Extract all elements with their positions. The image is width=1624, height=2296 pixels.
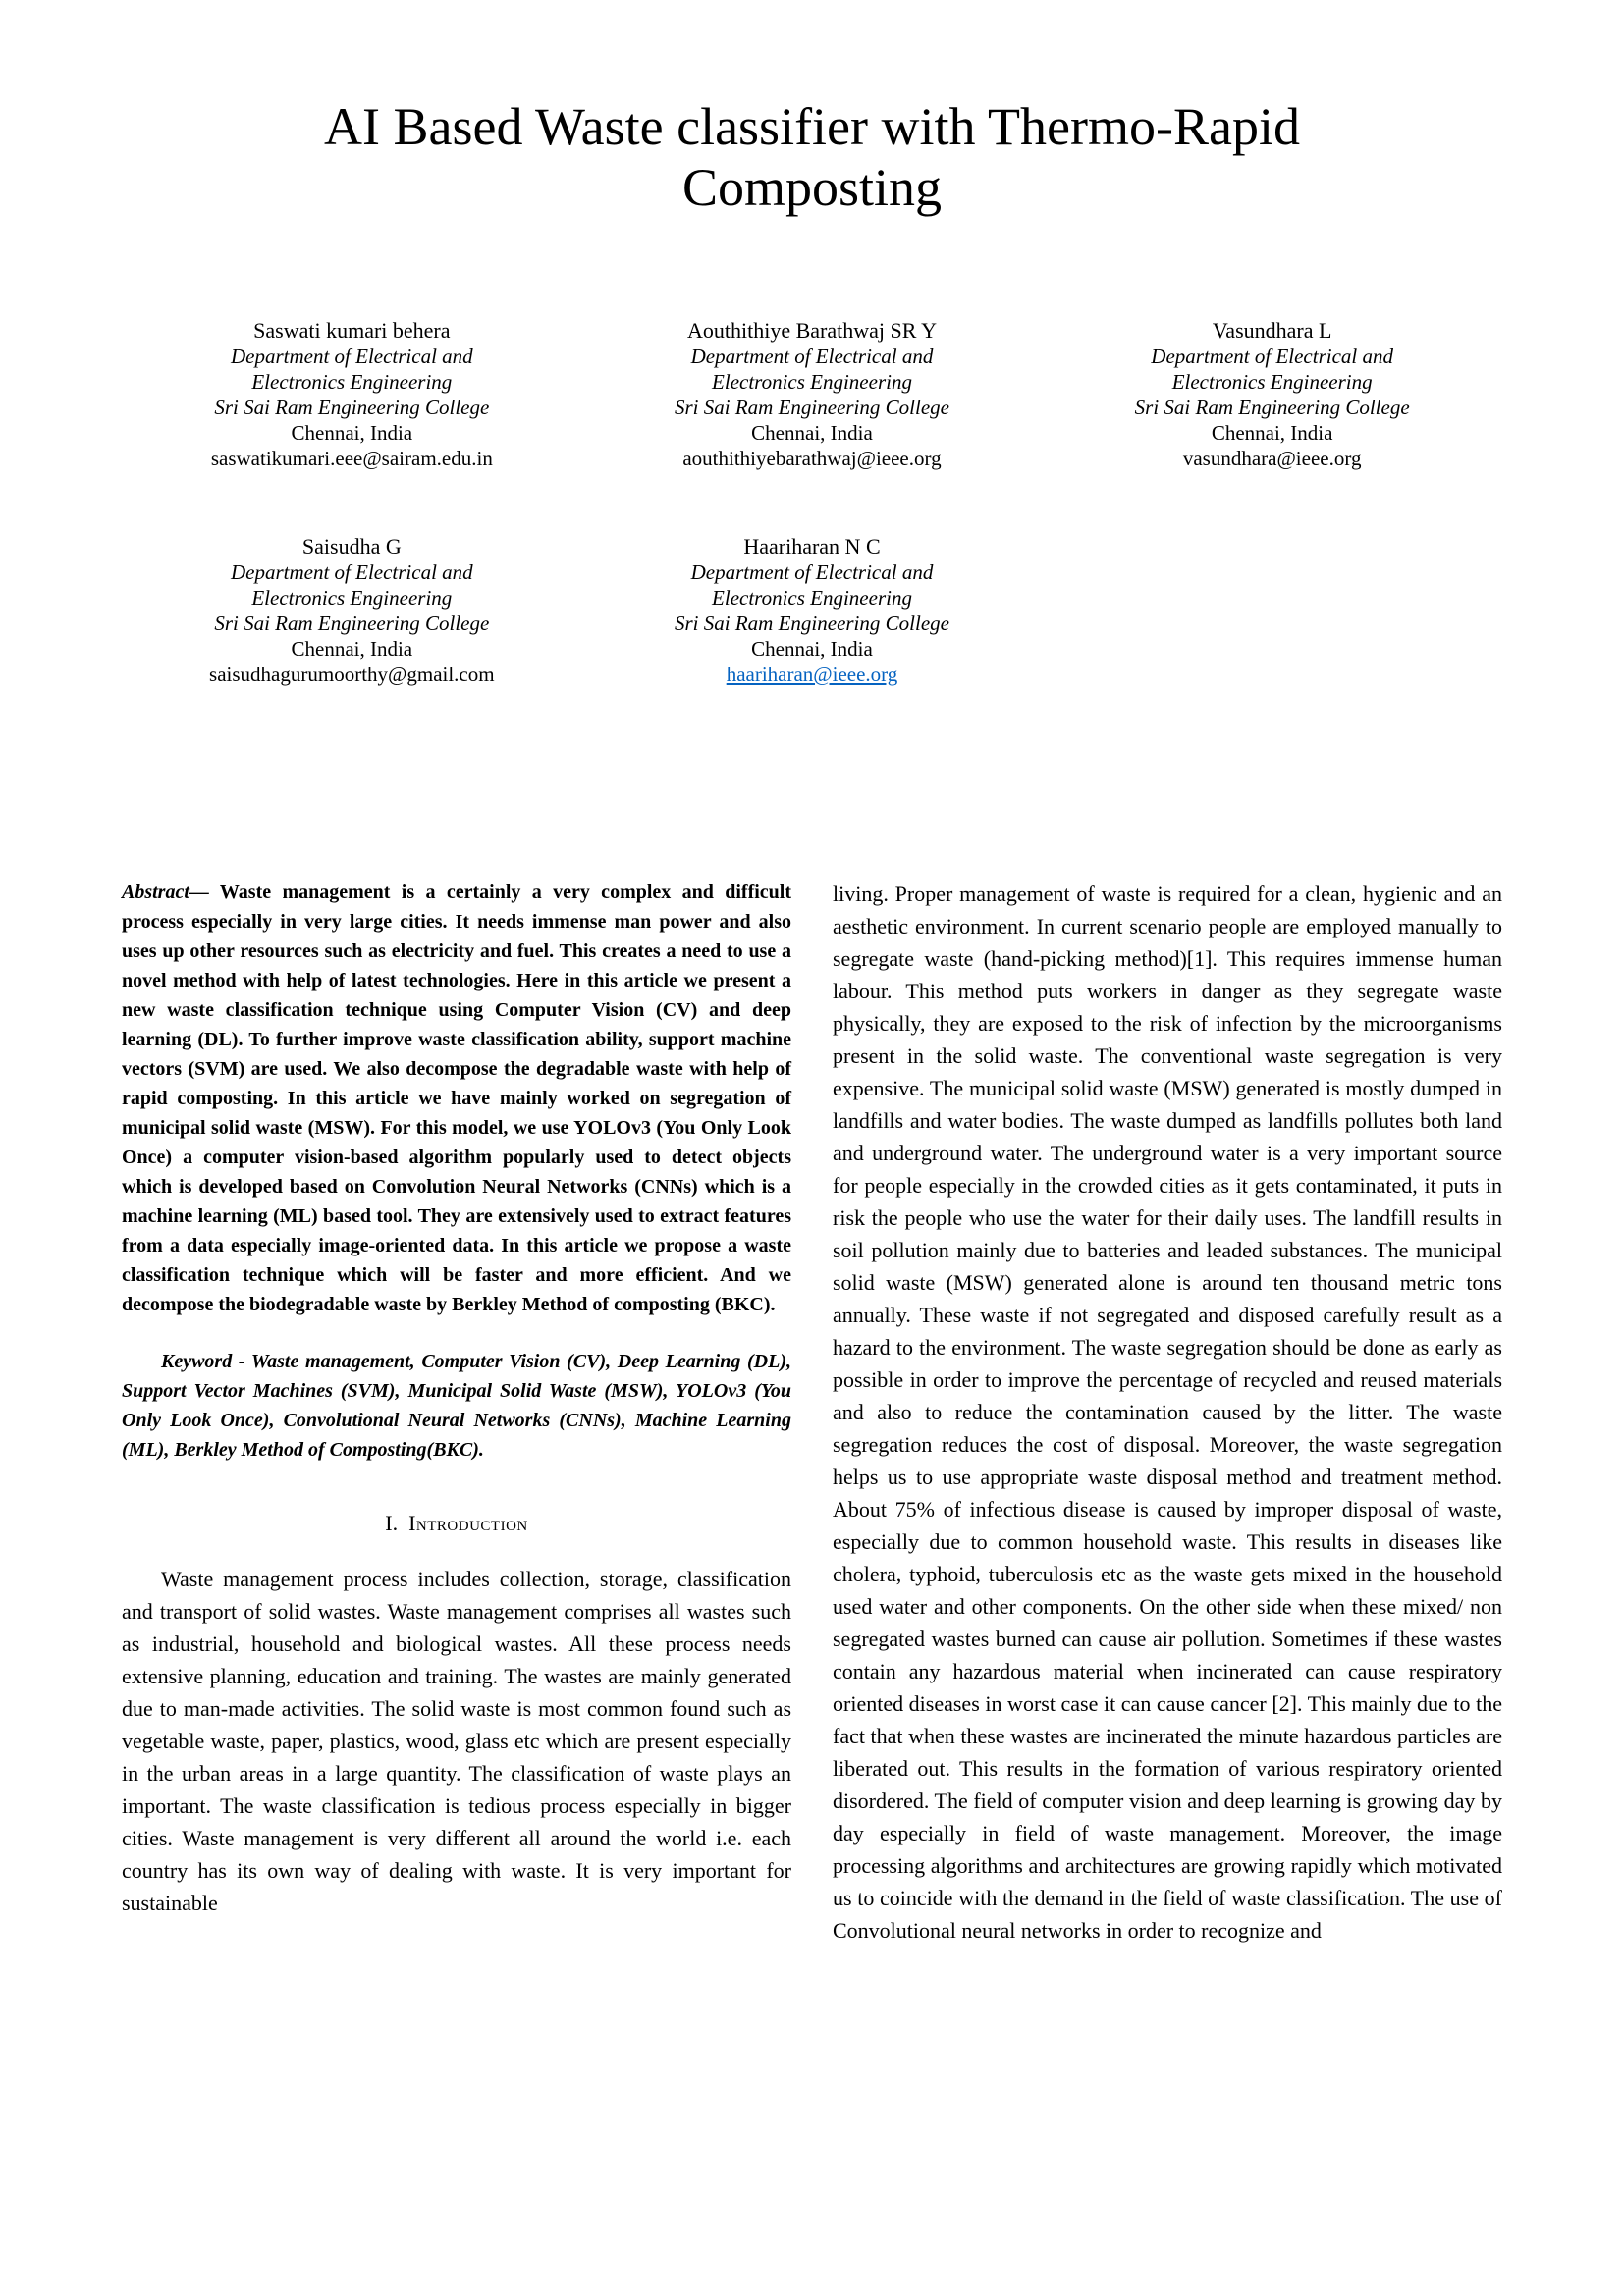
author-college: Sri Sai Ram Engineering College <box>214 612 490 635</box>
abstract-text: Waste management is a certainly a very complex and difficult process especially in very large cities. It needs immense man power and also uses up other resources such as electricity and fuel. This creates a need to use a novel method with help of latest technologies. Here in this article we present a new waste classification technique using Computer Vision (CV) and deep learning (DL). To further improve waste classification ability, support machine vectors (SVM) are used. We also decompose the degradable waste with help of rapid composting. In this article we have mainly worked on segregation of municipal solid waste (MSW). For this model, we use YOLOv3 (You Only Look Once) a computer vision-based algorithm popularly used to detect objects which is developed based on Convolution Neural Networks (CNNs) which is a machine learning (ML) based tool. They are extensively used to extract features from a data especially image-oriented data. In this article we propose a waste classification technique which will be faster and more efficient. And we decompose the biodegradable waste by Berkley Method of composting (BKC). <box>122 881 792 1315</box>
author-city: Chennai, India <box>751 421 873 445</box>
section-title: Introduction <box>408 1511 528 1535</box>
keywords: Keyword - Waste management, Computer Vision (CV), Deep Learning (DL), Support Vector Machines (SVM), Municipal Solid Waste (MSW), YOLOv3 (You Only Look Once), Convolutional Neural Networks (CNNs), Machine Learning (ML), Berkley Method of Composting(BKC). <box>122 1351 791 1461</box>
author-city: Chennai, India <box>291 637 413 661</box>
author-city: Chennai, India <box>291 421 413 445</box>
author-dept-line1: Department of Electrical and <box>230 345 473 368</box>
author-email: saswatikumari.eee@sairam.edu.in <box>210 447 493 470</box>
section-number: I. <box>385 1511 399 1535</box>
author-city: Chennai, India <box>1211 421 1333 445</box>
author-dept-line2: Electronics Engineering <box>251 586 453 610</box>
author-dept-line1: Department of Electrical and <box>690 561 934 584</box>
author-email <box>582 662 1043 687</box>
author-dept-line2: Electronics Engineering <box>712 586 912 610</box>
author-block-2 <box>582 318 1043 471</box>
author-dept-line2: Electronics Engineering <box>712 370 912 394</box>
column-right <box>833 878 1502 1947</box>
author-name: Saisudha G <box>301 534 402 559</box>
author-college: Sri Sai Ram Engineering College <box>214 396 490 419</box>
author-email: vasundhara@ieee.org <box>1182 447 1362 470</box>
intro-paragraph-left: Waste management process includes collection, storage, classification and transport of solid wastes. Waste management comprises all wastes such as industrial, household and biological wastes. All these process needs extensive planning, education and training. The wastes are mainly generated due to man-made activities. The solid waste is most common found such as vegetable waste, paper, plastics, wood, glass etc which are present especially in the urban areas in a large quantity. The classification of waste plays an important. The waste classification is tedious process especially in bigger cities. Waste management is very different all around the world i.e. each country has its own way of dealing with waste. It is very important for sustainable <box>122 1567 791 1915</box>
column-left <box>122 878 791 1947</box>
author-dept-line2: Electronics Engineering <box>1171 370 1373 394</box>
author-email: aouthithiyebarathwaj@ieee.org <box>682 447 942 470</box>
author-dept-line1: Department of Electrical and <box>1151 345 1393 368</box>
abstract <box>122 878 791 1319</box>
abstract-label: Abstract— <box>122 881 209 903</box>
author-name: Vasundhara L <box>1212 318 1332 343</box>
author-block-1 <box>122 318 582 471</box>
author-block-4 <box>122 534 582 687</box>
author-grid <box>122 318 1502 687</box>
author-name: Saswati kumari behera <box>253 318 451 343</box>
body-columns <box>122 878 1502 1947</box>
intro-paragraph-right: living. Proper management of waste is required for a clean, hygienic and an aesthetic environment. In current scenario people are employed manually to segregate waste (hand-picking method)[1]. This requires immense human labour. This method puts workers in danger as they segregate waste physically, they are exposed to the risk of infection by the microorganisms present in the solid waste. The conventional waste segregation is very expensive. The municipal solid waste (MSW) generated is mostly dumped in landfills and water bodies. The waste dumped as landfills pollutes both land and underground water. The underground water is a very important source for people especially in the crowded cities as it gets contaminated, it puts in risk the people who use the water for their daily uses. The landfill results in soil pollution mainly due to batteries and leaded substances. The municipal solid waste (MSW) generated alone is around ten thousand metric tons annually. These waste if not segregated and disposed carefully result as a hazard to the environment. The waste segregation should be done as early as possible in order to improve the percentage of recycled and reused materials and also to reduce the contamination caused by the litter. The waste segregation reduces the cost of disposal. Moreover, the waste segregation helps us to use appropriate waste disposal method and treatment method. About 75% of infectious disease is caused by improper disposal of waste, especially due to common household waste. This results in diseases like cholera, typhoid, tuberculosis etc as the waste gets mixed in the household used water and other components. On the other side when these mixed/ non segregated wastes burned can cause air pollution. Sometimes if these wastes contain any hazardous material when incinerated can cause respiratory oriented diseases in worst case it can cause cancer [2]. This mainly due to the fact that when these wastes are incinerated the minute hazardous particles are liberated out. This results in the formation of various respiratory oriented disordered. The field of computer vision and deep learning is growing day by day especially in field of waste management. Moreover, the image processing algorithms and architectures are growing rapidly which motivated us to coincide with the demand in the field of waste classification. The use of Convolutional neural networks in order to recognize and <box>833 881 1502 1943</box>
author-block-5 <box>582 534 1043 687</box>
author-city: Chennai, India <box>751 637 873 661</box>
author-email-link[interactable]: haariharan@ieee.org <box>726 663 898 686</box>
author-name: Aouthithiye Barathwaj SR Y <box>686 318 937 343</box>
section-heading-introduction <box>122 1510 791 1537</box>
author-college: Sri Sai Ram Engineering College <box>1134 396 1410 419</box>
author-dept-line1: Department of Electrical and <box>690 345 934 368</box>
author-block-3 <box>1042 318 1502 471</box>
author-email: saisudhagurumoorthy@gmail.com <box>209 663 495 686</box>
author-dept-line1: Department of Electrical and <box>230 561 473 584</box>
author-name: Haariharan N C <box>743 534 881 559</box>
author-college: Sri Sai Ram Engineering College <box>675 612 949 635</box>
author-dept-line2: Electronics Engineering <box>251 370 453 394</box>
paper-title: AI Based Waste classifier with Thermo-Rapid Composting <box>324 97 1300 217</box>
author-college: Sri Sai Ram Engineering College <box>675 396 949 419</box>
